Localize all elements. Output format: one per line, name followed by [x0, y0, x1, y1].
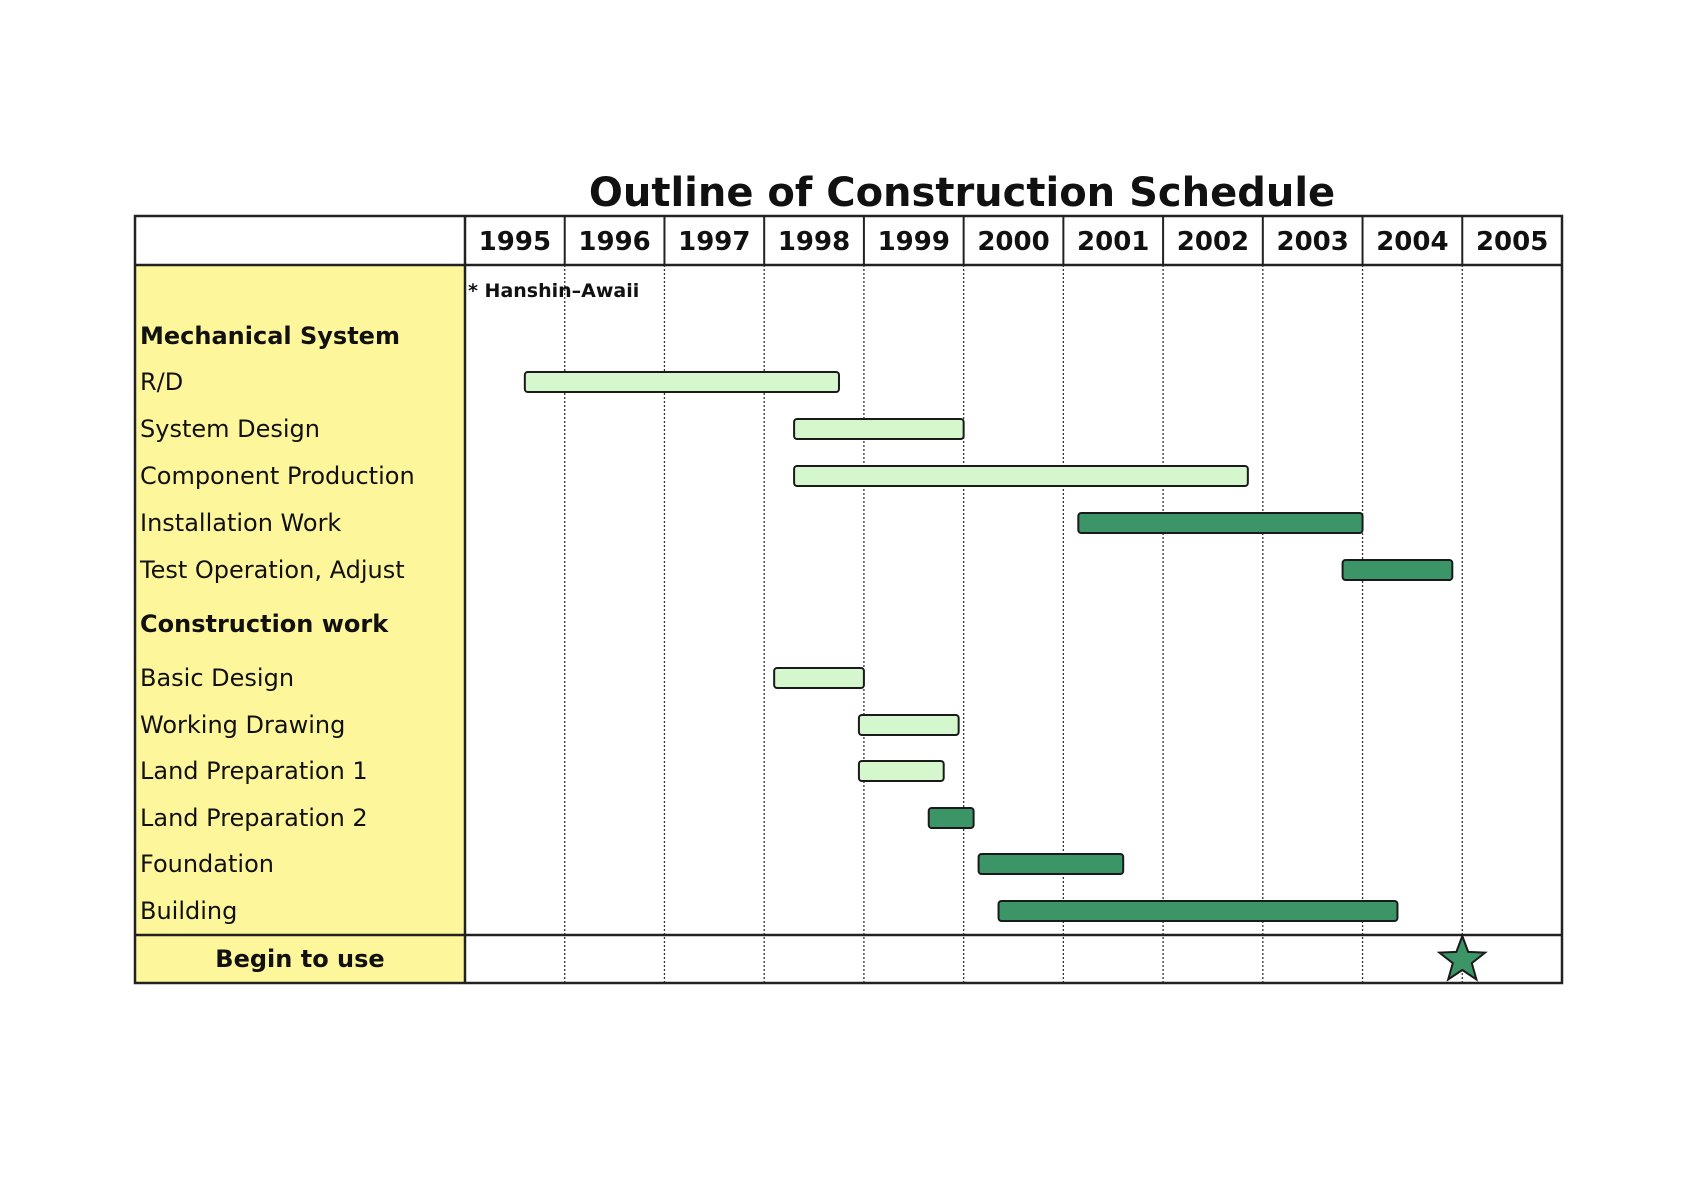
task-label: System Design: [140, 415, 320, 443]
hanshin-awaji-note: * Hanshin–Awaii: [468, 280, 640, 302]
task-bar: [1078, 513, 1362, 533]
task-label: Component Production: [140, 462, 415, 490]
task-bar: [929, 808, 974, 828]
task-bar: [859, 761, 944, 781]
task-bar: [1343, 560, 1453, 580]
year-label: 1999: [877, 227, 950, 257]
task-label: Land Preparation 2: [140, 804, 368, 832]
task-label: Land Preparation 1: [140, 757, 368, 785]
section-heading: Construction work: [140, 610, 389, 638]
year-header: [479, 227, 1549, 257]
year-label: 2004: [1376, 227, 1449, 257]
task-bar: [979, 854, 1124, 874]
section-heading: Mechanical System: [140, 322, 400, 350]
chart-title: Outline of Construction Schedule: [588, 170, 1336, 216]
year-label: 1998: [777, 227, 851, 257]
year-label: 2000: [977, 227, 1050, 257]
task-bar: [999, 901, 1398, 921]
task-bar: [794, 419, 964, 439]
task-label: Basic Design: [140, 664, 295, 692]
task-label: Building: [140, 897, 238, 925]
task-bar: [525, 372, 839, 392]
year-label: 2001: [1077, 227, 1150, 257]
task-bar: [774, 668, 864, 688]
begin-to-use-label: Begin to use: [215, 945, 385, 973]
year-label: 2002: [1176, 227, 1250, 257]
task-label: Test Operation, Adjust: [140, 556, 405, 584]
task-label: Foundation: [140, 850, 274, 878]
year-label: 2005: [1475, 227, 1549, 257]
year-label: 1996: [578, 227, 651, 257]
task-label: R/D: [140, 368, 184, 396]
task-bar: [794, 466, 1248, 486]
year-label: 2003: [1276, 227, 1349, 257]
task-bar: [859, 715, 959, 735]
task-label: Installation Work: [140, 509, 342, 537]
task-label: Working Drawing: [140, 711, 346, 739]
year-label: 1995: [478, 227, 552, 257]
year-label: 1997: [678, 227, 751, 257]
